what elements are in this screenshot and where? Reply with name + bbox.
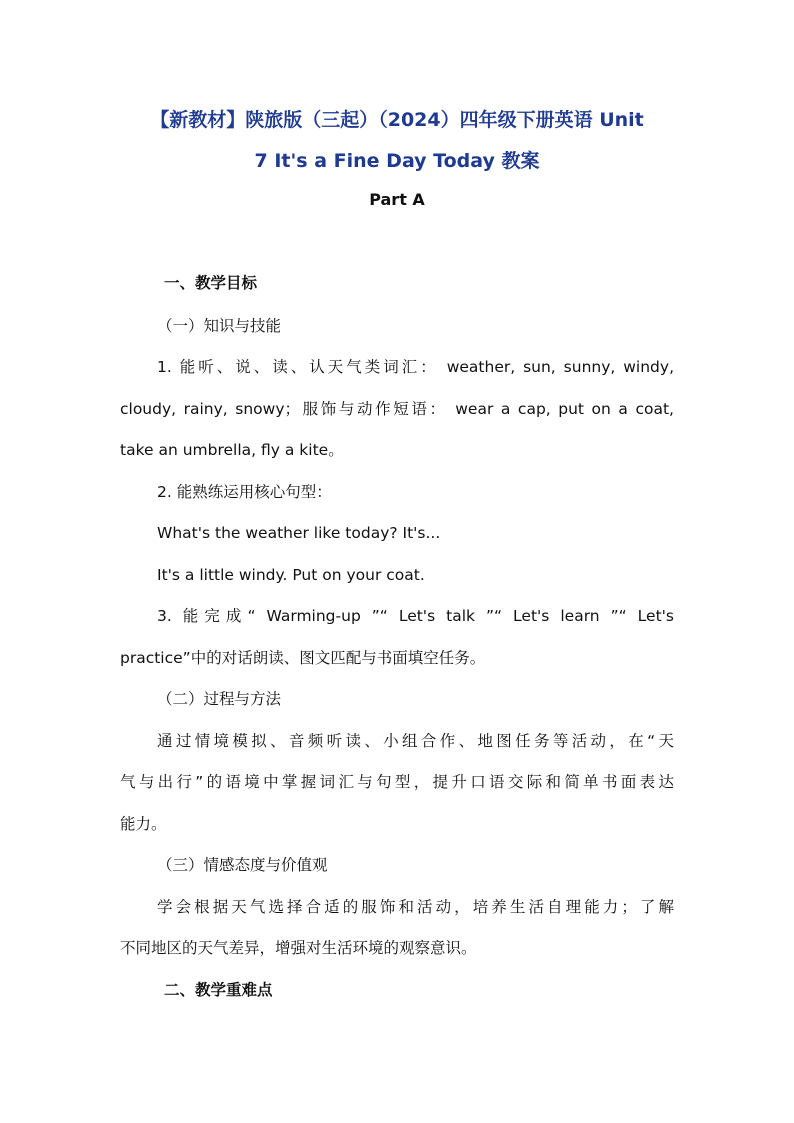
- subheading-emotion-values: （三）情感态度与价值观: [157, 856, 328, 874]
- paragraph-2-line-2: 气与出行”的语境中掌握词汇与句型，提升口语交际和简单书面表达: [120, 773, 674, 791]
- item-3-line-2: practice”中的对话朗读、图文匹配与书面填空任务。: [120, 649, 486, 667]
- paragraph-2-line-3: 能力。: [120, 815, 167, 833]
- item-1-line-2: cloudy, rainy, snowy；服饰与动作短语： wear a cap, put on a coat,: [120, 400, 674, 418]
- paragraph-3-line-1: 学会根据天气选择合适的服饰和活动，培养生活自理能力；了解: [157, 898, 674, 916]
- item-3-line-1: 3. 能完成“ Warming-up ”“ Let's talk ”“ Let's learn ”“ Let's: [157, 607, 674, 625]
- item-1-line-3: take an umbrella, fly a kite。: [120, 441, 344, 459]
- item-2-sentence-1: What's the weather like today? It's...: [157, 524, 441, 542]
- document-subtitle: Part A: [369, 190, 425, 209]
- subheading-process-methods: （二）过程与方法: [157, 690, 282, 708]
- item-2-sentence-2: It's a little windy. Put on your coat.: [157, 566, 425, 584]
- item-2-line-1: 2. 能熟练运用核心句型：: [157, 483, 332, 501]
- document-title-line-2: 7 It's a Fine Day Today 教案: [254, 150, 540, 172]
- item-1-line-1: 1. 能听、说、读、认天气类词汇： weather, sun, sunny, windy,: [157, 358, 674, 376]
- section-heading-teaching-objectives: 一、教学目标: [164, 274, 258, 292]
- paragraph-2-line-1: 通过情境模拟、音频听读、小组合作、地图任务等活动，在“天: [157, 732, 674, 750]
- subheading-knowledge-skills: （一）知识与技能: [157, 317, 282, 335]
- document-title-line-1: 【新教材】陕旅版（三起）（2024）四年级下册英语 Unit: [150, 109, 644, 131]
- paragraph-3-line-2: 不同地区的天气差异，增强对生活环境的观察意识。: [120, 939, 477, 957]
- section-heading-key-difficult-points: 二、教学重难点: [164, 981, 273, 999]
